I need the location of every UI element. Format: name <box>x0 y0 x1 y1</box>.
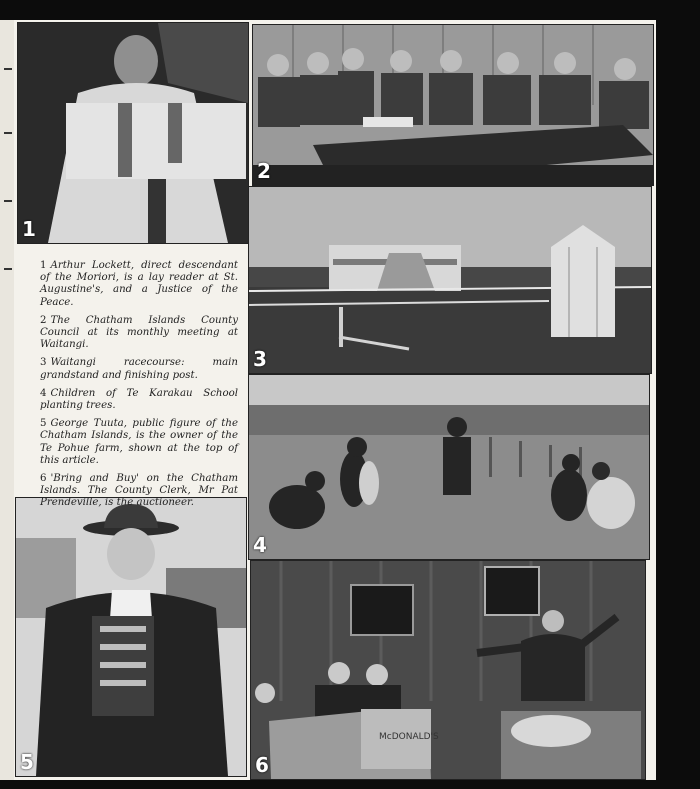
page-edge <box>0 20 14 780</box>
photo-george-tuuta <box>15 497 247 777</box>
photo-number: 1 <box>22 217 36 241</box>
caption-3: 3 Waitangi racecourse: main grandstand and finishing post. <box>40 357 238 381</box>
caption-4: 4 Children of Te Karakau School planting trees. <box>40 387 238 412</box>
photo-children-planting <box>248 374 650 560</box>
caption-5: 5 George Tuuta, public figure of the Chatham Islands, is the owner of the Te Pohue farm, shown at the top of this article. <box>40 418 238 466</box>
binding-hole <box>4 68 12 70</box>
binding-hole <box>4 268 12 270</box>
photo-lay-reader <box>17 22 249 244</box>
caption-6: 6 'Bring and Buy' on the Chatham Islands. The County Clerk, Mr Pat Prendeville, is the auctioneer. <box>40 473 238 509</box>
caption-1: 1 Arthur Lockett, direct descendant of the Moriori, is a lay reader at St. Augustine's, and a Justice of the Peace. <box>40 260 238 308</box>
binding-hole <box>4 132 12 134</box>
photo-number: 6 <box>255 753 269 777</box>
caption-2: 2 The Chatham Islands County Council at its monthly meeting at Waitangi. <box>40 314 238 351</box>
photo-racecourse <box>248 186 652 374</box>
binding-hole <box>4 200 12 202</box>
photo-bring-and-buy <box>250 560 646 780</box>
photo-number: 2 <box>257 159 271 183</box>
photo-captions <box>40 260 238 516</box>
photo-number: 3 <box>253 347 267 371</box>
photo-council-meeting <box>252 24 654 186</box>
box-label: McDONALD'S <box>379 732 439 742</box>
photo-number: 4 <box>253 533 267 557</box>
photo-number: 5 <box>20 750 34 774</box>
